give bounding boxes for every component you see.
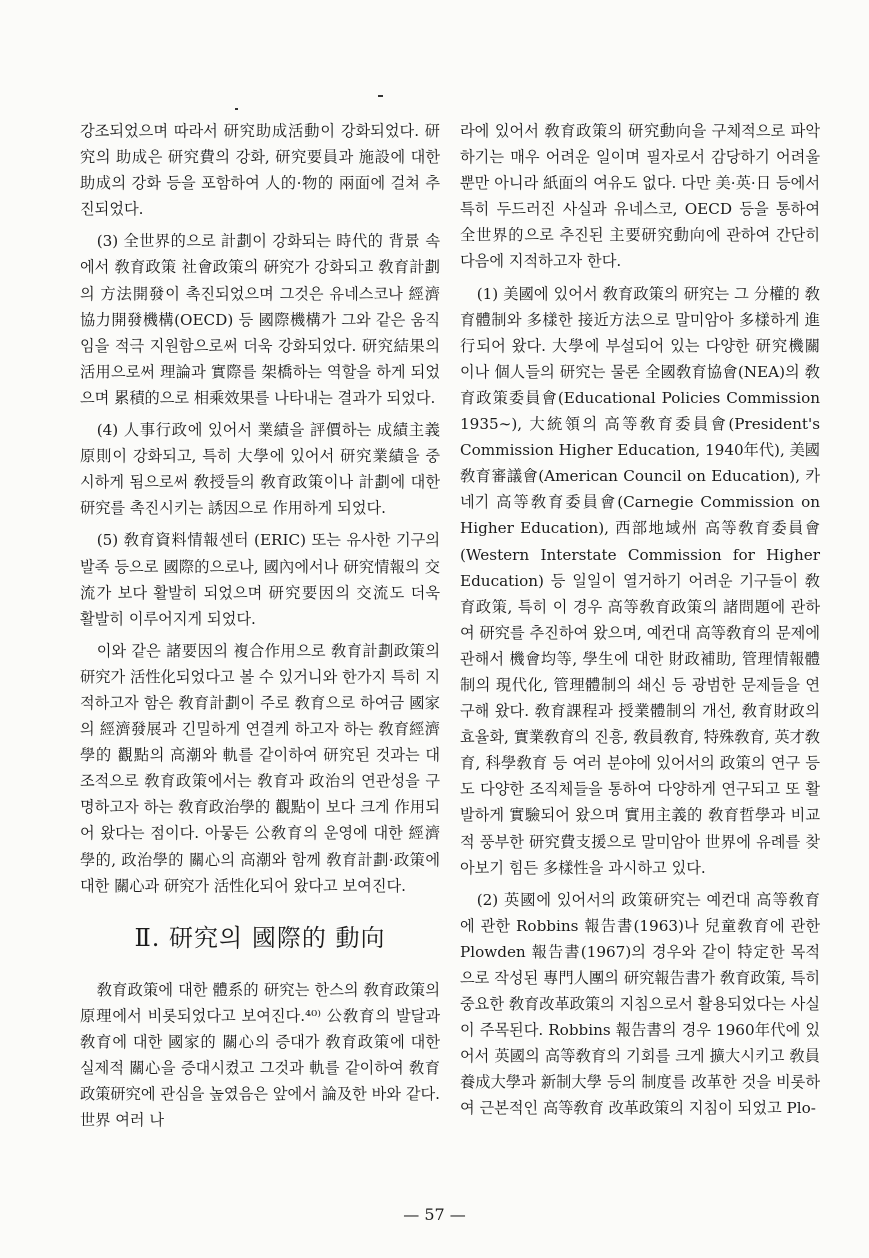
paragraph: 라에 있어서 敎育政策의 研究動向을 구체적으로 파악하기는 매우 어려운 일이며 필자로서 감당하기 어려울 뿐만 아니라 紙面의 여유도 없다. 다만 美·英·日 등에서 특히 두드러진 사실과 유네스코, OECD 등을 통하여 全世界的으로 추진된 主要研究動向에 관하여 간단히 다음에 지적하고자 한다. xyxy=(460,122,820,271)
paragraph: 敎育政策에 대한 體系的 研究는 한스의 敎育政策의 原理에서 비롯되었다고 보여진다.⁴⁰⁾ 公敎育의 발달과 敎育에 대한 國家的 關心의 증대가 敎育政策에 대한 실제적 關心을 증대시켰고 그것과 軌를 같이하여 敎育政策研究에 관심을 높였음은 앞에서 論及한 바와 같다. 世界 여러 나 xyxy=(80,980,440,1130)
left-column xyxy=(80,118,440,1139)
page-number: — 57 — xyxy=(403,1205,466,1224)
scan-dot xyxy=(378,95,383,97)
paragraph: 강조되었으며 따라서 研究助成活動이 강화되었다. 研究의 助成은 研究費의 강화, 研究要員과 施設에 대한 助成의 강화 등을 포함하여 人的·物的 兩面에 걸쳐 추진되었다. xyxy=(80,122,440,219)
paragraph: (2) 英國에 있어서의 政策研究는 예컨대 高等敎育에 관한 Robbins 報告書(1963)나 兒童敎育에 관한 Plowden 報告書(1967)의 경우와 같이 特定한 목적으로 작성된 專門人團의 研究報告書가 敎育政策, 특히 중요한 敎育改革政策의 지침으로서 활용되었다는 사실이 주목된다. Robbins 報告書의 경우 1960年代에 있어서 英國의 高等敎育의 기회를 크게 擴大시키고 敎員養成大學과 新制大學 등의 制度를 改革한 것을 비롯하여 근본적인 高等敎育 改革政策의 지침이 되었고 Plo- xyxy=(460,890,820,1118)
right-column xyxy=(460,118,820,1128)
paragraph: (1) 美國에 있어서 敎育政策의 研究는 그 分權的 敎育體制와 多樣한 接近方法으로 말미암아 多樣하게 進行되어 왔다. 大學에 부설되어 있는 다양한 研究機關이나 個人들의 研究는 물론 全國敎育協會(NEA)의 敎育政策委員會(Educational Policies Commission 1935∼), 大統領의 高等敎育委員會(President's Commission Higher Education, 1940年代), 美國敎育審議會(American Council on Education), 카네기 高等敎育委員會(Carnegie Commission on Higher Education), 西部地域州 高等敎育委員會(Western Interstate Commission for Higher Education) 등 일일이 열거하기 어려운 기구들이 敎育政策, 특히 이 경우 高等敎育政策의 諸問題에 관하여 研究를 추진하여 왔으며, 예컨대 高等敎育의 문제에 관해서 機會均等, 學生에 대한 財政補助, 管理情報體制의 現代化, 管理體制의 쇄신 등 광범한 문제들을 연구해 왔다. 敎育課程과 授業體制의 개선, 敎育財政의 효율화, 實業敎育의 진흥, 敎員敎育, 特殊敎育, 英才敎育, 科學敎育 등 여러 분야에 있어서의 政策의 연구 등도 다양한 조직체들을 통하여 다양하게 연구되고 또 활발하게 實驗되어 왔으며 實用主義的 敎育哲學과 비교적 풍부한 研究費支援으로 말미암아 世界에 유례를 찾아보기 힘든 多樣性을 과시하고 있다. xyxy=(460,284,820,877)
paragraph: (5) 敎育資料情報센터 (ERIC) 또는 유사한 기구의 발족 등으로 國際的으로나, 國內에서나 研究情報의 交流가 보다 활발히 되었으며 研究要因의 交流도 더욱 활발히 이루어지게 되었다. xyxy=(80,531,440,628)
paragraph: (4) 人事行政에 있어서 業績을 評價하는 成績主義原則이 강화되고, 특히 大學에 있어서 研究業績을 중시하게 됨으로써 敎授들의 敎育政策이나 計劃에 대한 研究를 촉진시키는 誘因으로 作用하게 되었다. xyxy=(80,421,440,518)
paragraph: 이와 같은 諸要因의 複合作用으로 敎育計劃政策의 研究가 活性化되었다고 볼 수 있거니와 한가지 특히 지적하고자 함은 敎育計劃이 주로 敎育으로 하여금 國家의 經濟發展과 긴밀하게 연결케 하고자 하는 敎育經濟學的 觀點의 高潮와 軌를 같이하여 研究된 것과는 대조적으로 敎育政策에서는 敎育과 政治의 연관성을 구명하고자 하는 敎育政治學的 觀點이 보다 크게 作用되어 왔다는 점이다. 아뭏든 公敎育의 운영에 대한 經濟學的, 政治學的 關心의 高潮와 함께 敎育計劃·政策에 대한 關心과 研究가 活性化되어 왔다고 보여진다. xyxy=(80,641,441,895)
paragraph: (3) 全世界的으로 計劃이 강화되는 時代的 背景 속에서 敎育政策 社會政策의 硏究가 강화되고 敎育計劃의 方法開發이 촉진되었으며 그것은 유네스코나 經濟協力開發機構(OECD) 등 國際機構가 그와 같은 움직임을 적극 지원함으로써 더욱 강화되었다. 研究結果의 活用으로써 理論과 實際를 架橋하는 역할을 하게 되었으며 累積的으로 相乘效果를 나타내는 결과가 되었다. xyxy=(80,232,440,407)
section-heading: Ⅱ. 研究의 國際的 動向 xyxy=(134,923,386,952)
scan-dot xyxy=(235,108,238,110)
